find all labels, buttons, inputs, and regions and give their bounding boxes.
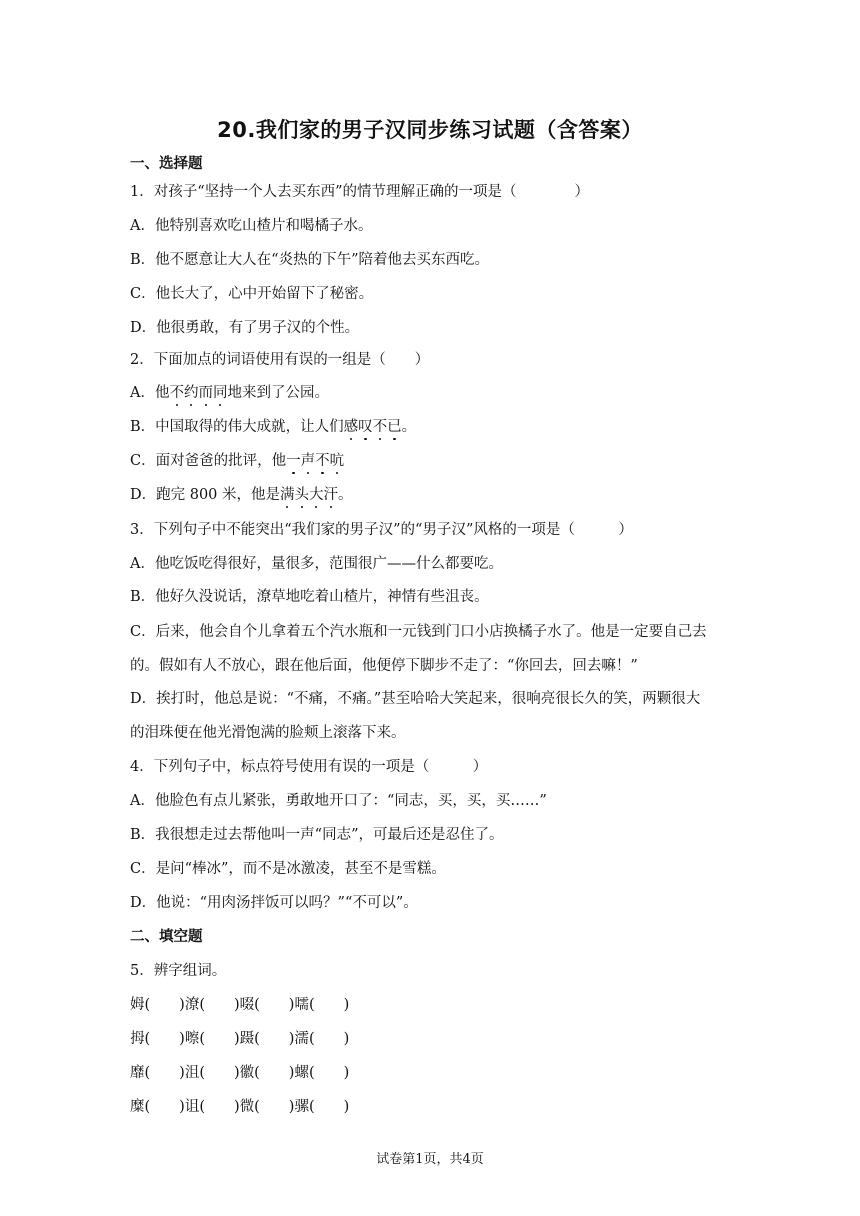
dotted-char: 感 bbox=[343, 419, 359, 435]
question-2-option-d: D．跑完 800 米，他是满头大汗。 bbox=[130, 487, 353, 503]
word-group-row: 靡( )沮( )徽( )螺( ) bbox=[130, 1065, 350, 1081]
question-2-option-c: C．面对爸爸的批评，他一声不吭 bbox=[130, 453, 345, 469]
dotted-char: 叹 bbox=[358, 419, 373, 435]
question-3-stem: 3．下列句子中不能突出“我们家的男子汉”的“男子汉”风格的一项是（ ） bbox=[130, 522, 633, 538]
question-1-option-a: A．他特别喜欢吃山楂片和喝橘子水。 bbox=[130, 218, 373, 234]
word-group-row: 拇( )嚓( )蹑( )濡( ) bbox=[130, 1031, 350, 1047]
dotted-char: 已 bbox=[387, 419, 402, 435]
question-4-option-a: A．他脸色有点儿紧张，勇敢地开口了：“同志，买，买，买……” bbox=[130, 793, 547, 809]
question-2-option-a: A．他不约而同地来到了公园。 bbox=[130, 385, 329, 401]
question-3-option-d-line1: D．挨打时，他总是说：“不痛，不痛。”甚至哈哈大笑起来，很响亮很长久的笑，两颗很大 bbox=[130, 691, 701, 707]
question-3-option-c-line1: C．后来，他会自个儿拿着五个汽水瓶和一元钱到门口小店换橘子水了。他是一定要自己去 bbox=[130, 624, 707, 640]
question-4-stem: 4．下列句子中，标点符号使用有误的一项是（ ） bbox=[130, 759, 488, 775]
question-2-stem: 2．下面加点的词语使用有误的一组是（ ） bbox=[130, 352, 430, 368]
page-title: 20.我们家的男子汉同步练习试题（含答案） bbox=[217, 118, 643, 142]
dotted-char: 大 bbox=[309, 487, 324, 503]
word-group-row: 糜( )诅( )微( )骡( ) bbox=[130, 1099, 350, 1115]
question-2-option-b: B．中国取得的伟大成就，让人们感叹不已。 bbox=[130, 419, 417, 435]
dotted-char: 一 bbox=[286, 453, 301, 469]
question-1-option-c: C．他长大了，心中开始留下了秘密。 bbox=[130, 286, 374, 302]
dotted-char: 吭 bbox=[329, 453, 345, 469]
dotted-char: 汗 bbox=[323, 487, 339, 503]
dotted-char: 而 bbox=[198, 385, 213, 401]
question-1-stem: 1．对孩子“坚持一个人去买东西”的情节理解正确的一项是（ ） bbox=[130, 184, 590, 200]
question-3-option-d-line2: 的泪珠便在他光滑饱满的脸颊上滚落下来。 bbox=[130, 725, 406, 741]
dotted-char: 不 bbox=[315, 453, 330, 469]
page-footer: 试卷第1页，共4页 bbox=[376, 1152, 484, 1167]
section-heading-fill: 二、填空题 bbox=[130, 929, 203, 945]
question-5-stem: 5．辨字组词。 bbox=[130, 963, 227, 979]
question-4-option-b: B．我很想走过去帮他叫一声“同志”，可最后还是忍住了。 bbox=[130, 827, 504, 843]
dotted-char: 约 bbox=[183, 385, 199, 401]
word-group-row: 姆( )潦( )啜( )嚅( ) bbox=[130, 997, 350, 1013]
question-3-option-b: B．他好久没说话，潦草地吃着山楂片，神情有些沮丧。 bbox=[130, 589, 489, 605]
question-3-option-a: A．他吃饭吃得很好，量很多，范围很广——什么都要吃。 bbox=[130, 556, 503, 572]
dotted-char: 同 bbox=[212, 385, 228, 401]
section-heading-choice: 一、选择题 bbox=[130, 156, 203, 172]
dotted-char: 不 bbox=[169, 385, 184, 401]
dotted-char: 声 bbox=[300, 453, 316, 469]
question-4-option-c: C．是问“棒冰”，而不是冰激凌，甚至不是雪糕。 bbox=[130, 861, 446, 877]
question-3-option-c-line2: 的。假如有人不放心，跟在他后面，他便停下脚步不走了：“你回去，回去嘛！” bbox=[130, 658, 638, 674]
dotted-char: 不 bbox=[372, 419, 388, 435]
dotted-char: 满 bbox=[280, 487, 295, 503]
question-1-option-b: B．他不愿意让大人在“炎热的下午”陪着他去买东西吃。 bbox=[130, 252, 489, 268]
dotted-char: 头 bbox=[294, 487, 310, 503]
question-1-option-d: D．他很勇敢，有了男子汉的个性。 bbox=[130, 320, 360, 336]
question-4-option-d: D．他说：“用肉汤拌饭可以吗？”“不可以”。 bbox=[130, 895, 418, 911]
